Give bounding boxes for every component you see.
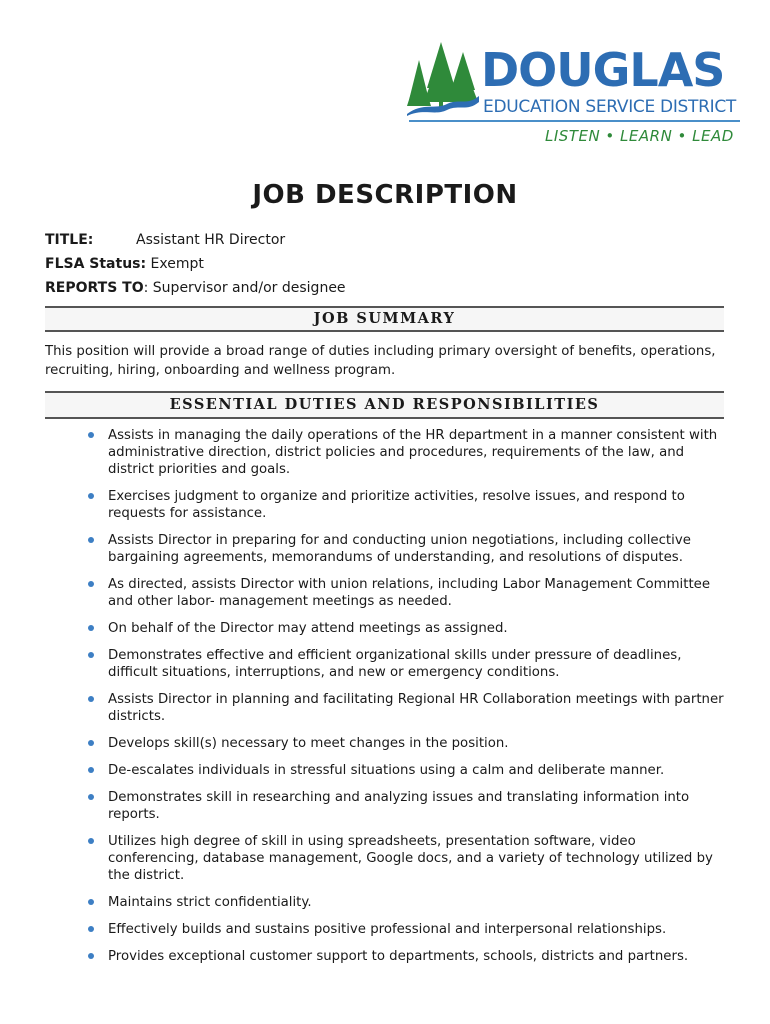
list-item [88, 488, 728, 522]
bullet-icon [88, 493, 94, 499]
bullet-icon [88, 838, 94, 844]
list-item [88, 647, 728, 681]
duty-text: Develops skill(s) necessary to meet changes in the position. [108, 736, 509, 751]
duty-text: As directed, assists Director with union relations, including Labor Management Committee and other labor- management meetings as needed. [108, 577, 711, 609]
duty-text: Assists Director in planning and facilitating Regional HR Collaboration meetings with partner districts. [108, 692, 724, 724]
logo-tagline: LISTEN • LEARN • LEAD [545, 127, 734, 145]
duty-text: Assists Director in preparing for and conducting union negotiations, including collective bargaining agreements, memorandums of understanding, and resolutions of disputes. [108, 533, 691, 565]
document-title: JOB DESCRIPTION [252, 180, 518, 210]
duty-text: Utilizes high degree of skill in using spreadsheets, presentation software, video conferencing, database management, Google docs, and a variety of technology utilized by the district. [108, 834, 713, 883]
flsa-value: Exempt [150, 256, 204, 272]
bullet-icon [88, 696, 94, 702]
duty-text: De-escalates individuals in stressful situations using a calm and deliberate manner. [108, 763, 665, 778]
list-item [88, 833, 728, 884]
list-item [88, 620, 728, 637]
duty-text: Demonstrates skill in researching and analyzing issues and translating information into reports. [108, 790, 690, 822]
bullet-icon [88, 926, 94, 932]
bullet-icon [88, 537, 94, 543]
title-value: Assistant HR Director [136, 232, 286, 248]
list-item [88, 921, 728, 938]
job-summary-heading: JOB SUMMARY [45, 306, 724, 332]
bullet-icon [88, 899, 94, 905]
list-item [88, 894, 728, 911]
tree-logo-icon [405, 40, 483, 116]
flsa-row [45, 255, 204, 273]
reports-row [45, 279, 346, 297]
bullet-icon [88, 652, 94, 658]
bullet-icon [88, 953, 94, 959]
duties-heading: ESSENTIAL DUTIES AND RESPONSIBILITIES [45, 391, 724, 419]
list-item [88, 576, 728, 610]
job-summary-text: This position will provide a broad range of duties including primary oversight of benefits, operations, recruiting, hiring, onboarding and wellness program. [45, 344, 716, 378]
reports-value: : Supervisor and/or designee [143, 280, 346, 296]
logo-subtitle: EDUCATION SERVICE DISTRICT [483, 97, 736, 117]
title-row [45, 231, 286, 249]
list-item [88, 427, 728, 478]
title-label: TITLE: [45, 232, 94, 248]
duty-text: Exercises judgment to organize and prioritize activities, resolve issues, and respond to requests for assistance. [108, 489, 685, 521]
flsa-label: FLSA Status: [45, 256, 147, 272]
list-item [88, 762, 728, 779]
duty-text: Assists in managing the daily operations of the HR department in a manner consistent with administrative direction, district policies and procedures, requirements of the law, and district priorities and goals. [108, 428, 718, 477]
bullet-icon [88, 432, 94, 438]
list-item [88, 691, 728, 725]
duties-list [88, 427, 728, 965]
logo-name: DOUGLAS [481, 43, 725, 97]
duty-text: Maintains strict confidentiality. [108, 895, 312, 910]
reports-label: REPORTS TO [45, 280, 144, 296]
duty-text: Provides exceptional customer support to departments, schools, districts and partners. [108, 949, 689, 964]
duty-text: Demonstrates effective and efficient organizational skills under pressure of deadlines, difficult situations, interruptions, and new or emergency conditions. [108, 648, 682, 680]
bullet-icon [88, 625, 94, 631]
list-item [88, 735, 728, 752]
bullet-icon [88, 740, 94, 746]
list-item [88, 789, 728, 823]
duty-text: On behalf of the Director may attend meetings as assigned. [108, 621, 508, 636]
list-item [88, 532, 728, 566]
list-item [88, 948, 728, 965]
district-logo [405, 40, 740, 150]
bullet-icon [88, 794, 94, 800]
bullet-icon [88, 581, 94, 587]
duty-text: Effectively builds and sustains positive professional and interpersonal relationships. [108, 922, 667, 937]
logo-divider [409, 120, 740, 122]
bullet-icon [88, 767, 94, 773]
